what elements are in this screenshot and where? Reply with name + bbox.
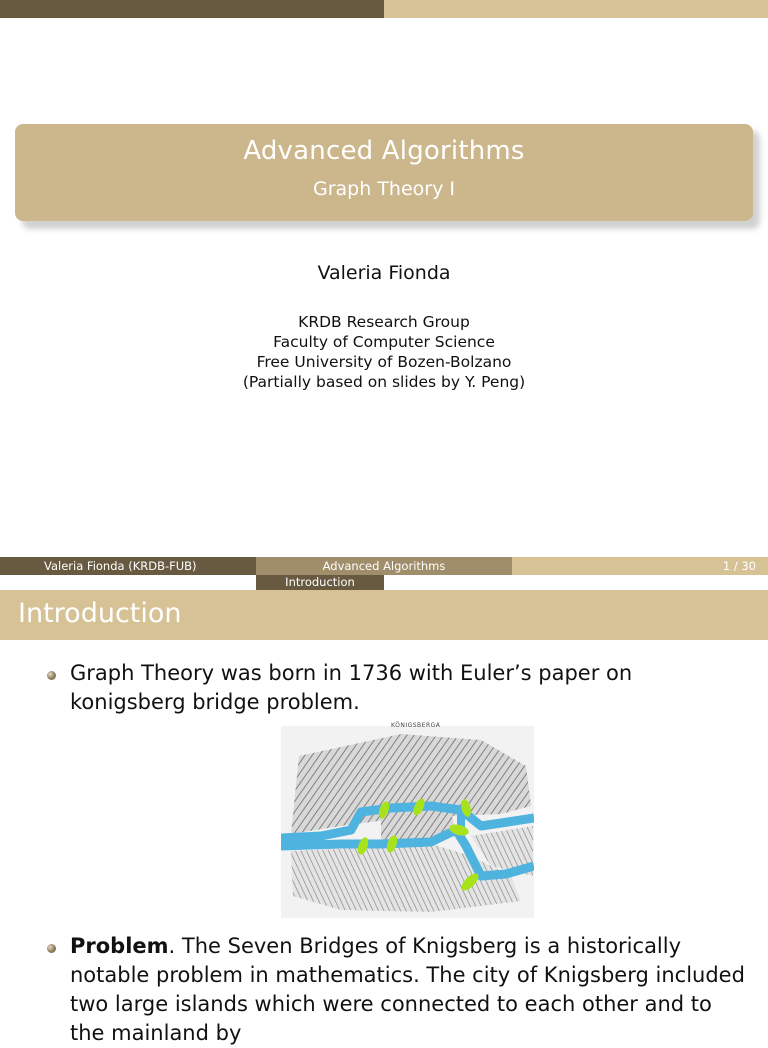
frame-title: Introduction: [18, 598, 182, 629]
presentation-subtitle: Graph Theory I: [313, 178, 455, 200]
footer-page: [512, 557, 768, 575]
affiliation-block: [0, 312, 768, 392]
bullet-text-1: Graph Theory was born in 1736 with Euler’s paper on konigsberg bridge problem.: [70, 661, 633, 714]
affiliation-line: Faculty of Computer Science: [273, 333, 495, 351]
top-bar-light: [384, 0, 768, 18]
konigsberg-map-svg: [281, 726, 534, 918]
bullet-body: . The Seven Bridges of Knigsberg is a historically notable problem in mathematics. The city of Knigsberg included two large islands which were connected to each other and to the mainland by: [70, 934, 745, 1045]
affiliation-line: (Partially based on slides by Y. Peng): [242, 373, 526, 391]
affiliation-line: Free University of Bozen-Bolzano: [256, 353, 512, 371]
bullet-icon: [47, 671, 56, 680]
bullet-bold-label: Problem: [70, 934, 169, 958]
bullet-text-2: [70, 932, 750, 1048]
footer-title: [256, 557, 512, 575]
author-name: Valeria Fionda: [317, 262, 451, 284]
page-number: 1 / 30: [722, 559, 756, 573]
presentation-title: Advanced Algorithms: [243, 136, 525, 166]
footer-title-text: Advanced Algorithms: [322, 559, 446, 573]
footer-author: [0, 557, 256, 575]
affiliation-line: KRDB Research Group: [298, 313, 470, 331]
map-caption: KÖNIGSBERGA: [391, 722, 441, 729]
konigsberg-map-image: [281, 722, 534, 918]
section-tab: Introduction: [256, 575, 384, 590]
top-bar-dark: [0, 0, 384, 18]
title-box: [15, 124, 753, 221]
footer-author-text: Valeria Fionda (KRDB-FUB): [44, 559, 197, 573]
bullet-icon: [47, 944, 56, 953]
